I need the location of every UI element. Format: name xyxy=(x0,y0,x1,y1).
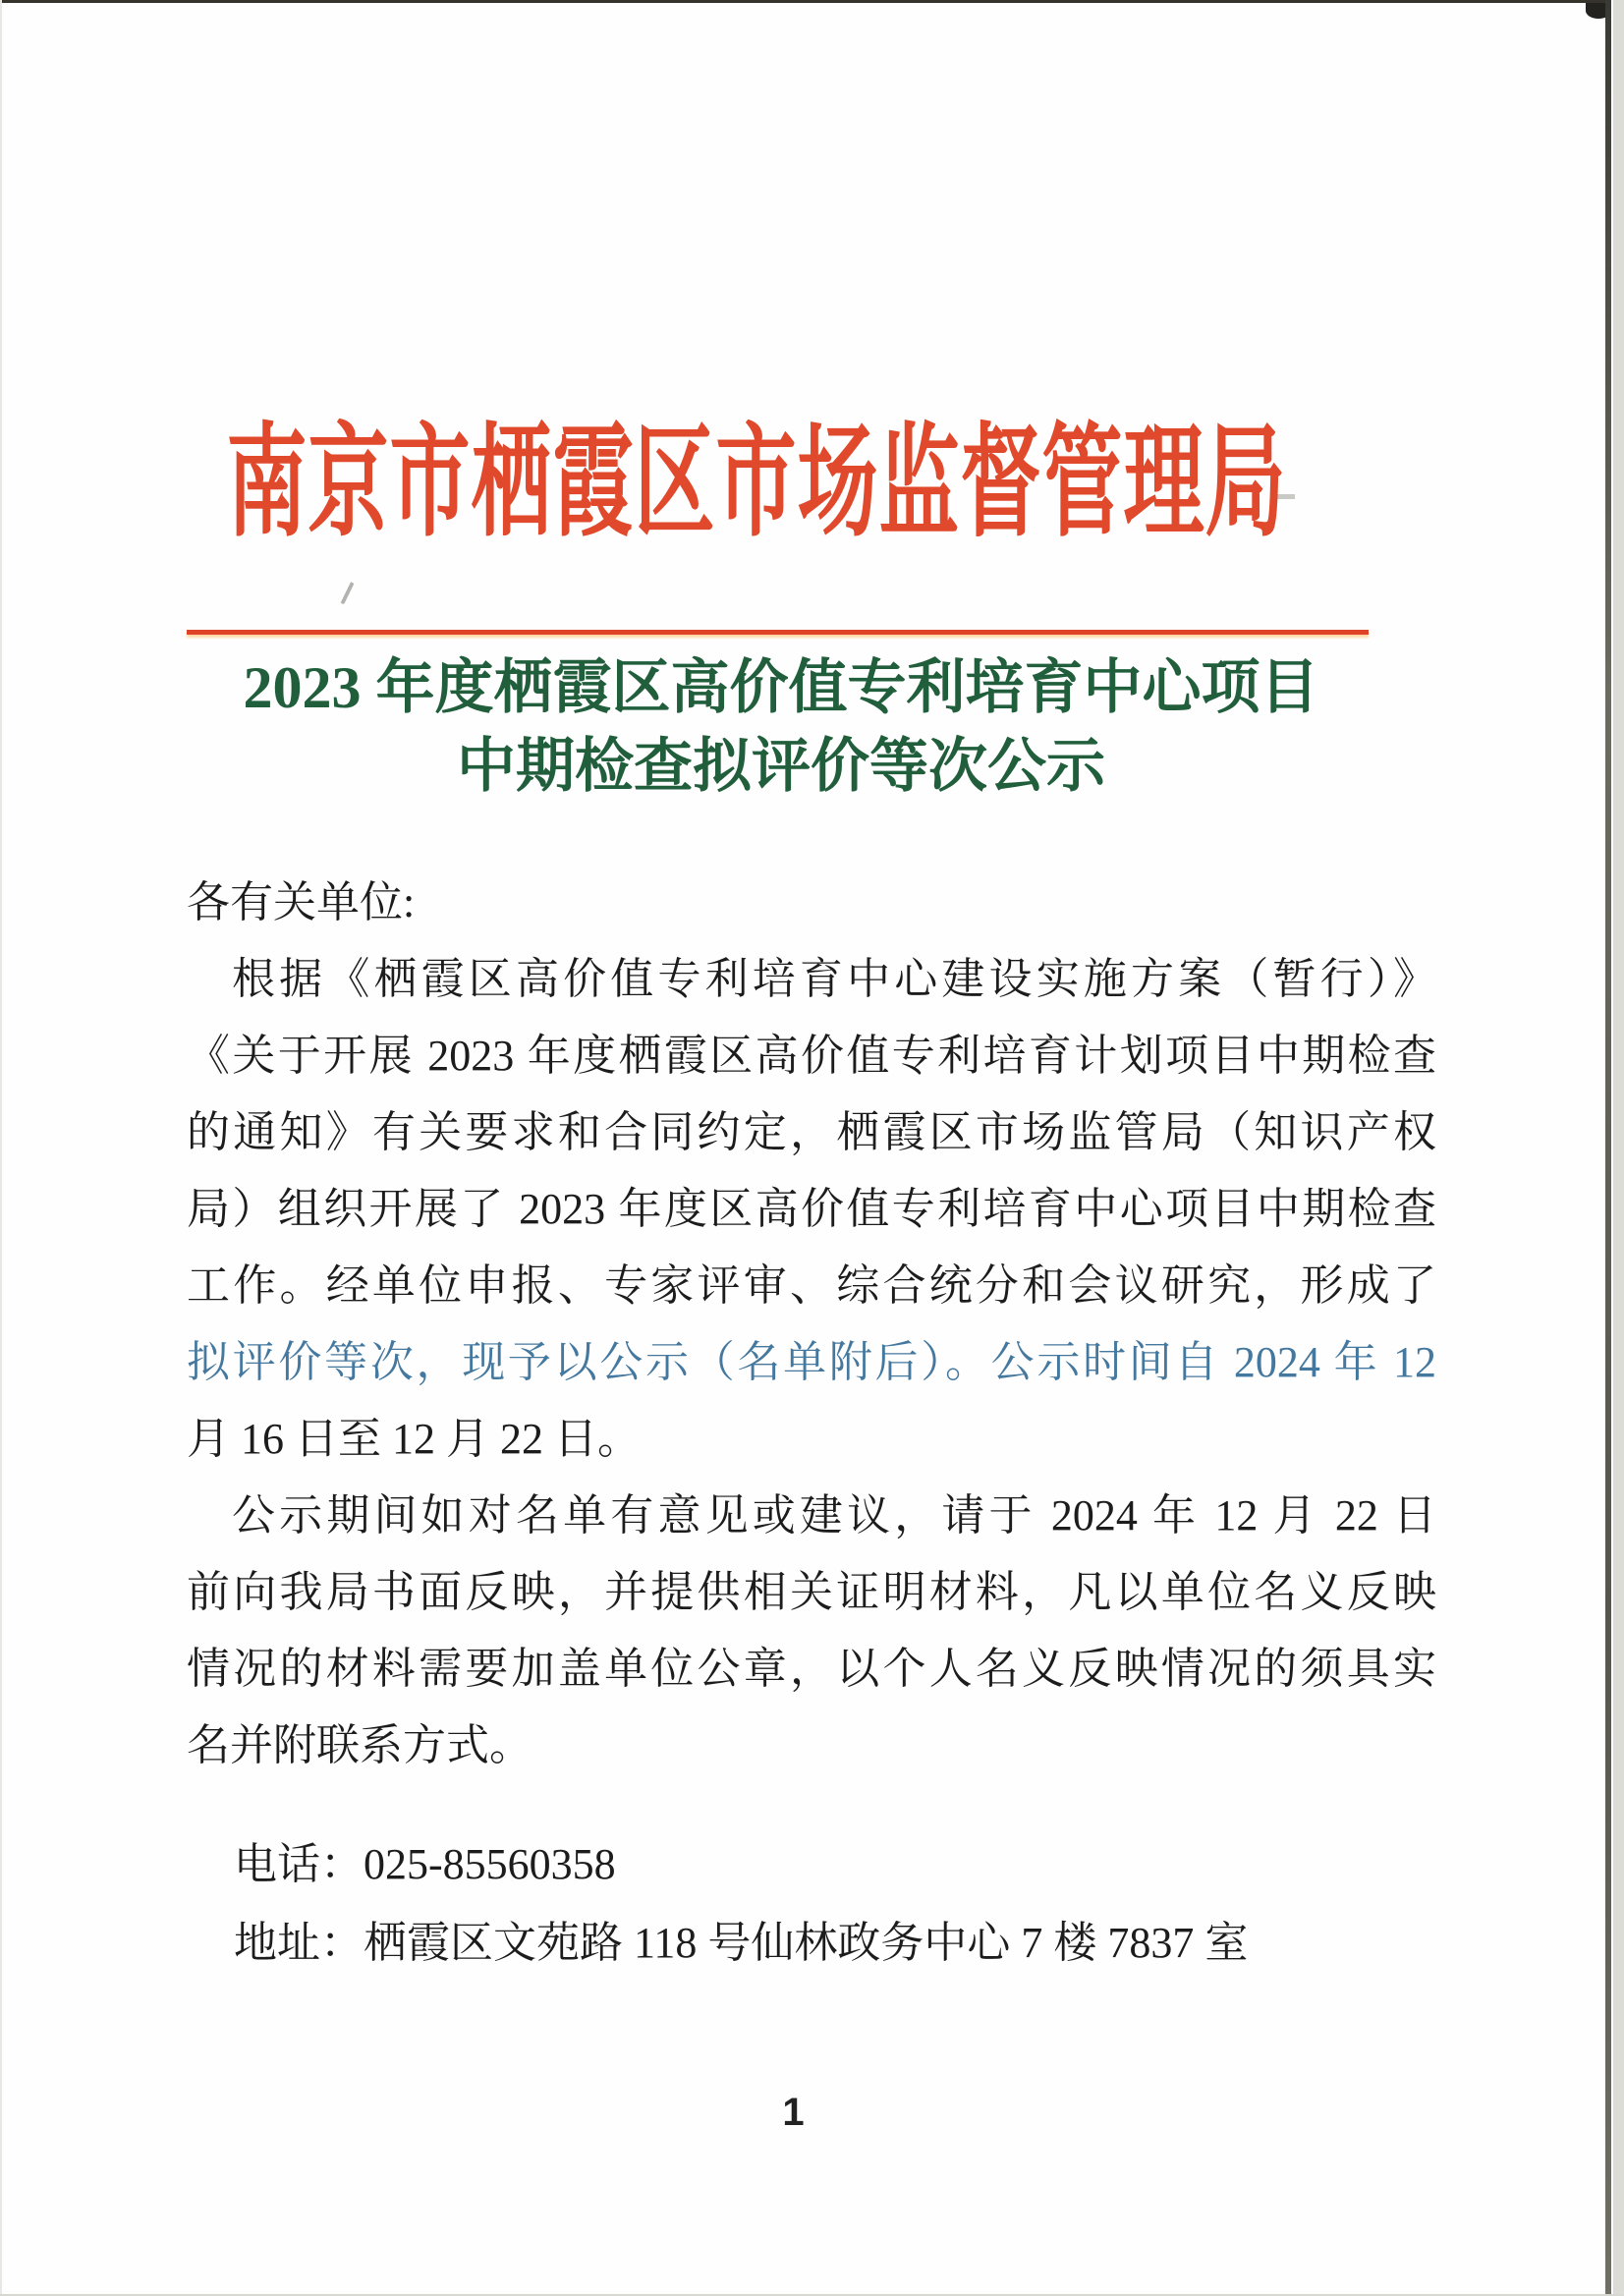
body-line: 公示期间如对名单有意见或建议，请于 2024 年 12 月 22 日 xyxy=(232,1491,1436,1540)
contact-block xyxy=(187,1825,1436,1983)
body-line: 名并附联系方式。 xyxy=(187,1721,532,1769)
body-line: 前向我局书面反映，并提供相关证明材料，凡以单位名义反映 xyxy=(187,1568,1436,1616)
body-line: 情况的材料需要加盖单位公章，以个人名义反映情况的须具实 xyxy=(187,1645,1436,1693)
scan-edge-left xyxy=(0,0,2,2296)
salutation: 各有关单位: xyxy=(187,878,416,926)
body-text xyxy=(187,865,1436,1784)
scan-artifact-tick xyxy=(333,579,354,605)
address-line: 地址：栖霞区文苑路 118 号仙林政务中心 7 楼 7837 室 xyxy=(234,1919,1249,1967)
body-line: 工作。经单位申报、专家评审、综合统分和会议研究，形成了 xyxy=(187,1261,1436,1310)
page-number: 1 xyxy=(782,2091,805,2134)
body-line: 的通知》有关要求和合同约定，栖霞区市场监管局（知识产权 xyxy=(187,1108,1436,1156)
doc-title-line-2: 中期检查拟评价等次公示 xyxy=(457,734,1105,799)
body-line: 根据《栖霞区高价值专利培育中心建设实施方案（暂行）》 xyxy=(232,955,1436,1003)
scan-edge-right-outer xyxy=(1613,0,1624,2296)
phone-line: 电话：025-85560358 xyxy=(234,1840,616,1888)
scan-edge-right xyxy=(1605,0,1611,2296)
scan-edge-top xyxy=(0,0,1611,3)
body-line: 月 16 日至 12 月 22 日。 xyxy=(187,1415,641,1463)
doc-title xyxy=(98,648,1464,806)
red-divider-line xyxy=(187,630,1369,635)
body-line: 局）组织开展了 2023 年度区高价值专利培育中心项目中期检查 xyxy=(187,1185,1436,1233)
agency-masthead: 南京市栖霞区市场监督管理局 xyxy=(226,415,1287,551)
body-line-highlighted: 拟评价等次，现予以公示（名单附后）。公示时间自 2024 年 12 xyxy=(187,1338,1436,1386)
body-line: 《关于开展 2023 年度栖霞区高价值专利培育计划项目中期检查 xyxy=(187,1032,1436,1080)
doc-title-line-1: 2023 年度栖霞区高价值专利培育中心项目 xyxy=(243,655,1319,720)
